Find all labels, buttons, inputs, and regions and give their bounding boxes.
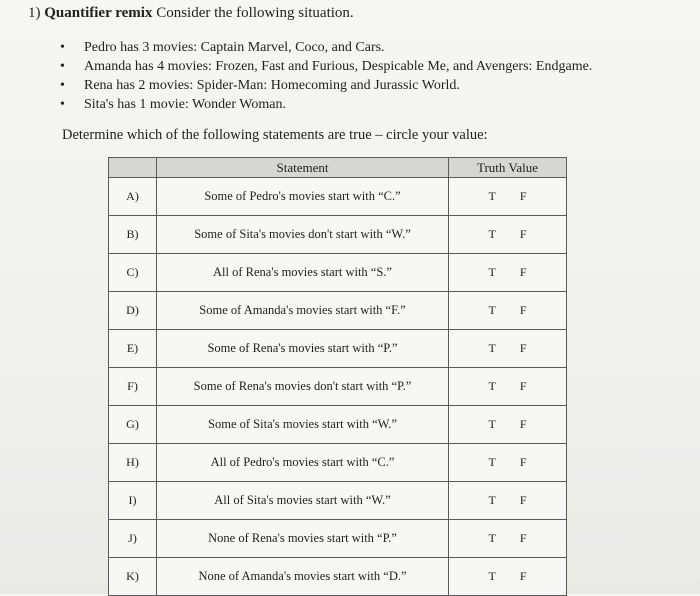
row-label: E)	[109, 330, 157, 368]
label-header	[109, 158, 157, 178]
truth-value-cell	[449, 178, 567, 216]
statement-cell: Some of Amanda's movies start with “F.”	[157, 292, 449, 330]
true-option[interactable]: T	[488, 493, 496, 507]
statement-cell: None of Amanda's movies start with “D.”	[157, 558, 449, 596]
question-number: 1)	[28, 5, 41, 21]
row-label: B)	[109, 216, 157, 254]
truth-value-cell	[449, 520, 567, 558]
true-option[interactable]: T	[488, 455, 496, 469]
bullet-icon: •	[60, 97, 65, 112]
statement-cell: Some of Sita's movies start with “W.”	[157, 406, 449, 444]
table-row	[109, 292, 567, 330]
false-option[interactable]: F	[519, 531, 527, 545]
statement-cell: Some of Rena's movies don't start with “P.”	[157, 368, 449, 406]
list-item: • Sita's has 1 movie: Wonder Woman.	[60, 97, 286, 112]
table-row	[109, 368, 567, 406]
true-option[interactable]: T	[488, 531, 496, 545]
true-option[interactable]: T	[488, 265, 496, 279]
true-option[interactable]: T	[488, 379, 496, 393]
instructions: Determine which of the following statements are true – circle your value:	[62, 127, 488, 143]
row-label: H)	[109, 444, 157, 482]
false-option[interactable]: F	[519, 569, 527, 583]
table-row	[109, 216, 567, 254]
list-item: • Rena has 2 movies: Spider-Man: Homecoming and Jurassic World.	[60, 78, 460, 93]
row-label: A)	[109, 178, 157, 216]
statement-cell: Some of Sita's movies don't start with “W.”	[157, 216, 449, 254]
true-option[interactable]: T	[488, 303, 496, 317]
statement-cell: All of Pedro's movies start with “C.”	[157, 444, 449, 482]
statement-cell: Some of Rena's movies start with “P.”	[157, 330, 449, 368]
table-row	[109, 178, 567, 216]
statement-cell: All of Sita's movies start with “W.”	[157, 482, 449, 520]
bullet-icon: •	[60, 78, 65, 93]
false-option[interactable]: F	[519, 493, 527, 507]
statement-cell: Some of Pedro's movies start with “C.”	[157, 178, 449, 216]
row-label: J)	[109, 520, 157, 558]
false-option[interactable]: F	[519, 227, 527, 241]
table-row	[109, 406, 567, 444]
truth-value-cell	[449, 368, 567, 406]
statements-table	[108, 157, 566, 596]
truth-value-cell	[449, 482, 567, 520]
truth-value-cell	[449, 406, 567, 444]
question-prompt: Consider the following situation.	[156, 5, 354, 21]
bullet-icon: •	[60, 59, 65, 74]
false-option[interactable]: F	[519, 189, 527, 203]
row-label: G)	[109, 406, 157, 444]
statement-header: Statement	[157, 158, 449, 178]
truth-value-cell	[449, 444, 567, 482]
table-row	[109, 444, 567, 482]
table-row	[109, 558, 567, 596]
row-label: K)	[109, 558, 157, 596]
question-heading	[28, 5, 354, 22]
false-option[interactable]: F	[519, 341, 527, 355]
list-item: • Pedro has 3 movies: Captain Marvel, Coco, and Cars.	[60, 40, 385, 55]
bullet-icon: •	[60, 40, 65, 55]
truth-value-cell	[449, 292, 567, 330]
row-label: D)	[109, 292, 157, 330]
situation-list	[60, 38, 592, 114]
false-option[interactable]: F	[519, 265, 527, 279]
question-title: Quantifier remix	[44, 5, 153, 21]
list-item: • Amanda has 4 movies: Frozen, Fast and Furious, Despicable Me, and Avengers: Endgame.	[60, 59, 593, 74]
true-option[interactable]: T	[488, 569, 496, 583]
truth-value-cell	[449, 558, 567, 596]
table-row	[109, 330, 567, 368]
table-header-row	[109, 158, 567, 178]
true-option[interactable]: T	[488, 341, 496, 355]
table-row	[109, 254, 567, 292]
row-label: C)	[109, 254, 157, 292]
truth-value-cell	[449, 254, 567, 292]
false-option[interactable]: F	[519, 379, 527, 393]
row-label: F)	[109, 368, 157, 406]
row-label: I)	[109, 482, 157, 520]
table-row	[109, 520, 567, 558]
false-option[interactable]: F	[519, 455, 527, 469]
truth-value-cell	[449, 216, 567, 254]
statement-cell: All of Rena's movies start with “S.”	[157, 254, 449, 292]
truth-value-header: Truth Value	[449, 158, 567, 178]
true-option[interactable]: T	[488, 227, 496, 241]
true-option[interactable]: T	[488, 417, 496, 431]
false-option[interactable]: F	[519, 417, 527, 431]
truth-value-cell	[449, 330, 567, 368]
statement-cell: None of Rena's movies start with “P.”	[157, 520, 449, 558]
false-option[interactable]: F	[519, 303, 527, 317]
table-row	[109, 482, 567, 520]
true-option[interactable]: T	[488, 189, 496, 203]
